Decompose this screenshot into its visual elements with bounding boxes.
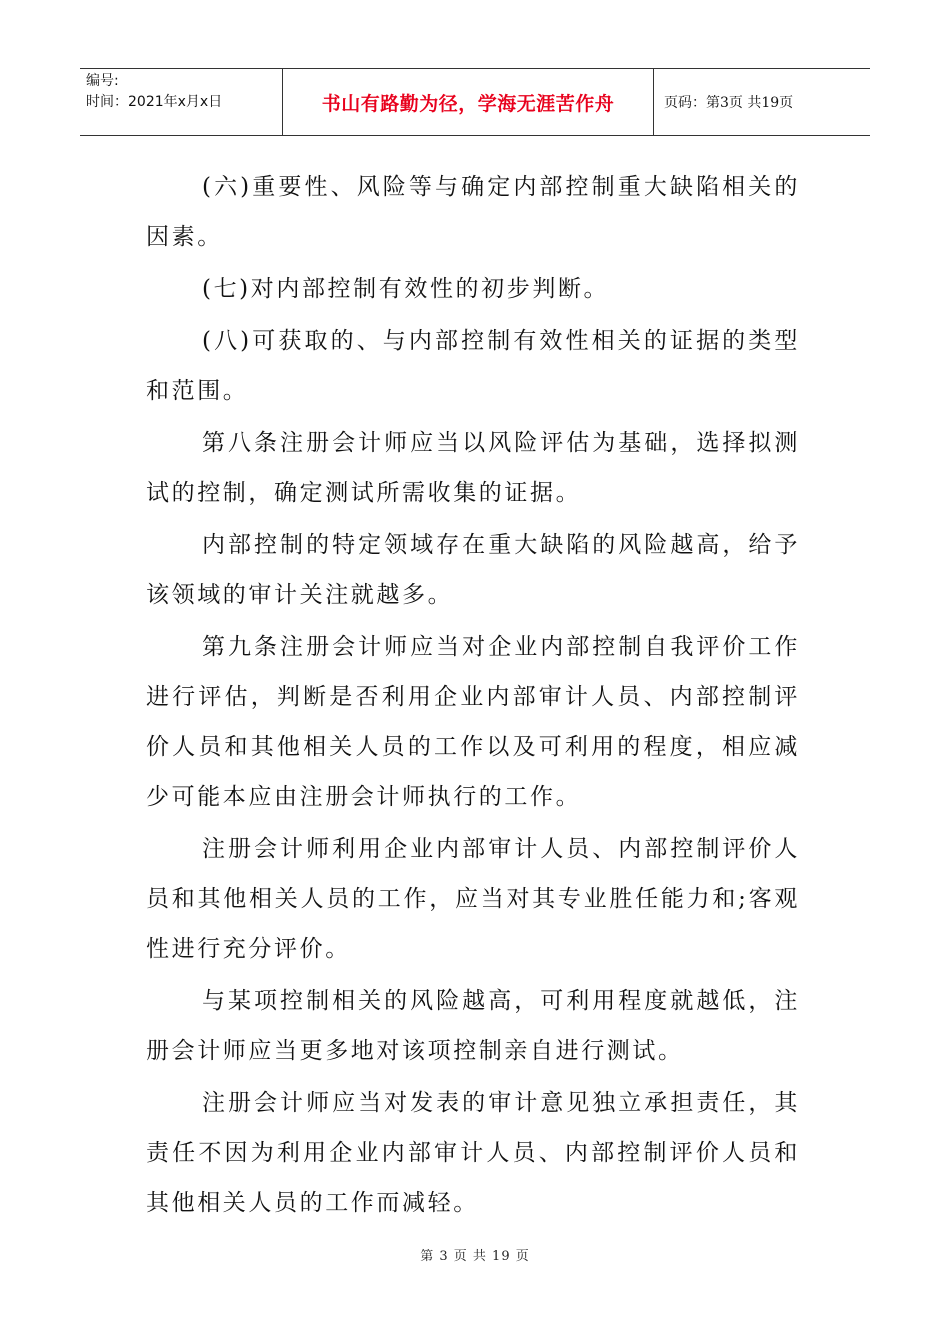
header-motto: 书山有路勤为径，学海无涯苦作舟 bbox=[282, 69, 654, 135]
paragraph: (六)重要性、风险等与确定内部控制重大缺陷相关的因素。 bbox=[146, 174, 800, 250]
paragraph: 注册会计师利用企业内部审计人员、内部控制评价人员和其他相关人员的工作，应当对其专业胜任能力和;客观性进行充分评价。 bbox=[146, 836, 800, 962]
paragraph: (八)可获取的、与内部控制有效性相关的证据的类型和范围。 bbox=[146, 328, 800, 404]
page-footer: 第 3 页 共 19 页 bbox=[420, 1249, 530, 1264]
paragraph: 注册会计师应当对发表的审计意见独立承担责任，其责任不因为利用企业内部审计人员、内部控制评价人员和其他相关人员的工作而减轻。 bbox=[146, 1090, 800, 1216]
paragraph: 第九条注册会计师应当对企业内部控制自我评价工作进行评估，判断是否利用企业内部审计人员、内部控制评价人员和其他相关人员的工作以及可利用的程度，相应减少可能本应由注册会计师执行的工作。 bbox=[146, 634, 800, 810]
paragraph: (七)对内部控制有效性的初步判断。 bbox=[202, 276, 610, 302]
paragraph: 与某项控制相关的风险越高，可利用程度就越低，注册会计师应当更多地对该项控制亲自进行测试。 bbox=[146, 988, 800, 1064]
page-header bbox=[80, 68, 870, 136]
header-meta bbox=[80, 69, 282, 135]
header-page-number: 页码：第3页 共19页 bbox=[664, 95, 794, 111]
document-body bbox=[146, 162, 800, 1230]
paragraph: 第八条注册会计师应当以风险评估为基础，选择拟测试的控制，确定测试所需收集的证据。 bbox=[146, 430, 800, 506]
document-number-label: 编号: bbox=[86, 73, 119, 89]
document-date: 时间：2021年x月x日 bbox=[86, 94, 223, 110]
paragraph: 内部控制的特定领域存在重大缺陷的风险越高，给予该领域的审计关注就越多。 bbox=[146, 532, 800, 608]
